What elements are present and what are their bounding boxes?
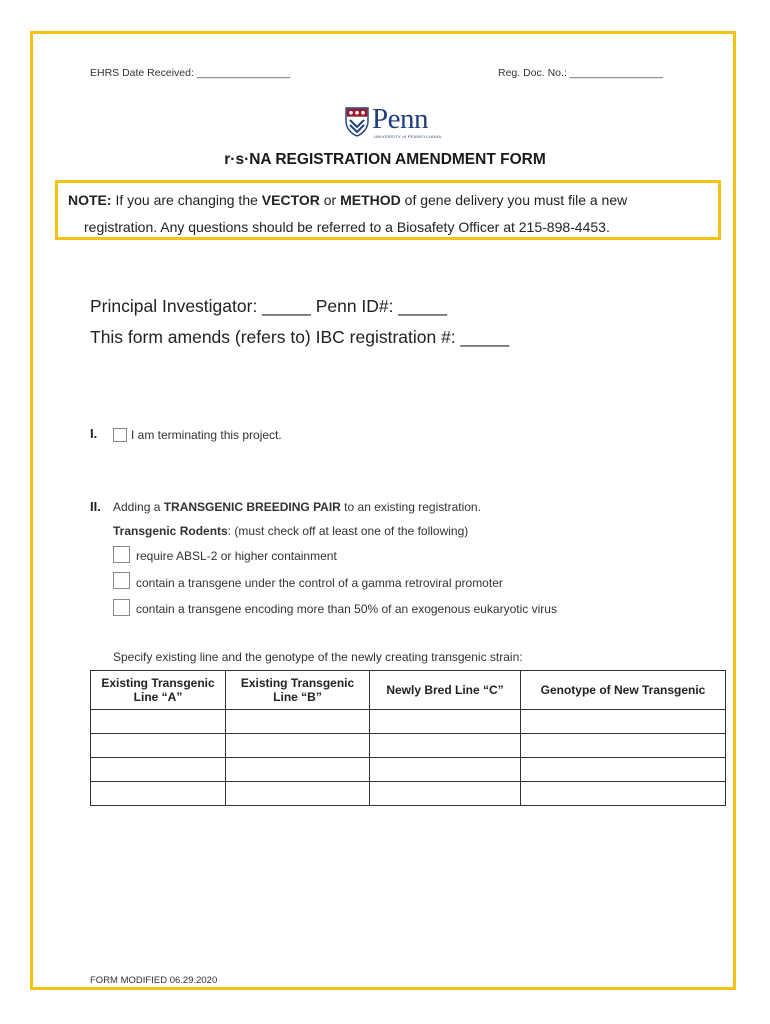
table-cell[interactable] — [370, 710, 521, 734]
table-cell[interactable] — [370, 782, 521, 806]
column-header — [370, 671, 521, 710]
section-2-numeral: II. — [90, 499, 101, 514]
terminate-project-checkbox[interactable] — [113, 428, 127, 442]
absl2-checkbox[interactable] — [113, 546, 130, 563]
table-cell[interactable] — [91, 782, 226, 806]
note-line-2: registration. Any questions should be referred to a Biosafety Officer at 215-898-4453. — [84, 219, 610, 235]
column-header — [521, 671, 726, 710]
logo-subtitle: UNIVERSITY of PENNSYLVANIA — [374, 134, 442, 139]
option-label: require ABSL-2 or higher containment — [136, 549, 337, 563]
option-label: contain a transgene under the control of a gamma retroviral promoter — [136, 576, 503, 590]
header-line: Existing Transgenic — [240, 676, 355, 690]
transgenic-rodents-line — [113, 524, 468, 538]
header-line: Newly Bred Line “C” — [386, 683, 504, 697]
option-label: contain a transgene encoding more than 50% of an exogenous eukaryotic virus — [136, 602, 557, 616]
header-line: Genotype of New Transgenic — [540, 683, 706, 697]
table-header-row — [91, 671, 726, 710]
rodents-bold: Transgenic Rodents — [113, 524, 228, 538]
table-row — [91, 710, 726, 734]
table-cell[interactable] — [521, 758, 726, 782]
table-cell[interactable] — [91, 710, 226, 734]
eukaryotic-virus-checkbox[interactable] — [113, 599, 130, 616]
table-cell[interactable] — [226, 734, 370, 758]
note-text: of gene delivery you must file a new — [400, 192, 628, 208]
gamma-retroviral-checkbox[interactable] — [113, 572, 130, 589]
note-text: or — [319, 192, 341, 208]
table-cell[interactable] — [521, 710, 726, 734]
ehrs-date-received: EHRS Date Received: ________________ — [90, 67, 291, 79]
reg-doc-no: Reg. Doc. No.: ________________ — [498, 67, 664, 79]
column-header — [91, 671, 226, 710]
intro-text: Adding a — [113, 500, 164, 514]
table-cell[interactable] — [521, 782, 726, 806]
header-line: Line “A” — [133, 690, 183, 704]
table-row — [91, 734, 726, 758]
penn-shield-icon — [345, 107, 369, 137]
intro-bold: TRANSGENIC BREEDING PAIR — [163, 500, 341, 514]
penn-logo — [345, 105, 447, 141]
table-cell[interactable] — [226, 782, 370, 806]
principal-investigator-field[interactable]: Principal Investigator: _____ Penn ID#: _____ — [90, 296, 448, 316]
table-cell[interactable] — [226, 710, 370, 734]
header-line: Line “B” — [273, 690, 322, 704]
table-cell[interactable] — [91, 734, 226, 758]
table-cell[interactable] — [370, 758, 521, 782]
terminate-project-label: I am terminating this project. — [131, 428, 282, 442]
table-cell[interactable] — [226, 758, 370, 782]
form-modified-footer: FORM MODIFIED 06.29.2020 — [90, 975, 218, 986]
rodents-text: : (must check off at least one of the following) — [227, 524, 469, 538]
ibc-registration-field[interactable]: This form amends (refers to) IBC registration #: _____ — [90, 327, 510, 347]
note-line-1 — [68, 192, 627, 208]
form-title: r·s·NA REGISTRATION AMENDMENT FORM — [224, 151, 546, 168]
table-row — [91, 758, 726, 782]
note-method: METHOD — [340, 192, 401, 208]
section-1-numeral: I. — [90, 426, 98, 441]
table-cell[interactable] — [370, 734, 521, 758]
table-cell[interactable] — [91, 758, 226, 782]
note-label: NOTE: — [68, 192, 112, 208]
table-row — [91, 782, 726, 806]
table-cell[interactable] — [521, 734, 726, 758]
note-text: If you are changing the — [111, 192, 262, 208]
note-vector: VECTOR — [261, 192, 320, 208]
section-2-intro — [113, 500, 481, 514]
specify-instruction: Specify existing line and the genotype of the newly creating transgenic strain: — [113, 650, 523, 664]
header-line: Existing Transgenic — [101, 676, 215, 690]
intro-text: to an existing registration. — [340, 500, 481, 514]
transgenic-lines-table — [90, 670, 726, 806]
column-header — [226, 671, 370, 710]
logo-wordmark: Penn — [372, 103, 428, 135]
